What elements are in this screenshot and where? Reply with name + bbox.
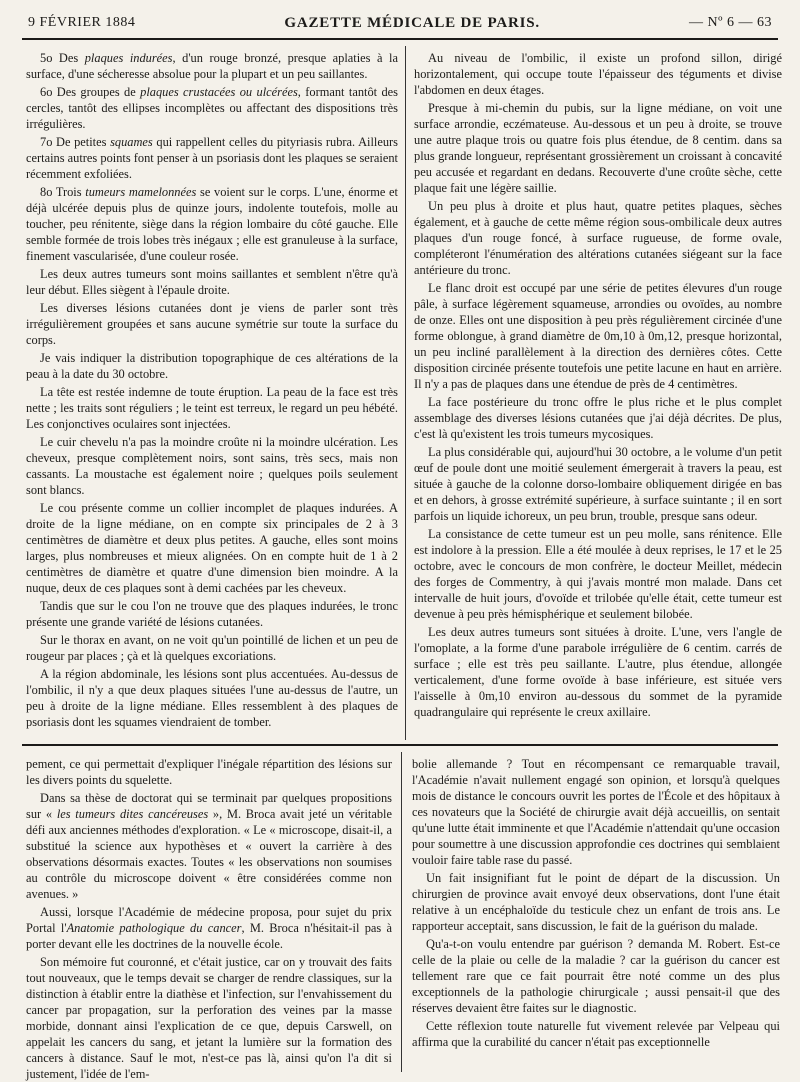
section-divider (22, 744, 778, 746)
column-divider-bottom (401, 752, 402, 1072)
paragraph: 5o Des plaques indurées, d'un rouge bronzé, presque aplaties à la surface, d'une sécheresse absolue pour la plupart et un peu saillantes. (26, 51, 398, 81)
paragraph: 7o De petites squames qui rappellent celles du pityriasis rubra. Ailleurs certains autres points font penser à un psoriasis dont les plaques se seraient récemment exfoliées. (26, 135, 398, 181)
publication-title: GAZETTE MÉDICALE DE PARIS. (284, 14, 540, 31)
paragraph: Les deux autres tumeurs sont situées à droite. L'une, vers l'angle de l'omoplate, a la forme d'une parabole irrégulière de 6 centim. carrés de surface ; elle est très peu saillante. L'autre, plus étendue, allongée verticalement, d'une forme ovoïde à base inférieure, est située vers l'aisselle à 0m,10 environ au-dessous du sommet de la pyramide quadrangulaire qui représente le creux axillaire. (414, 625, 782, 719)
column-1 (26, 50, 398, 740)
page-header (28, 10, 772, 36)
paragraph: La plus considérable qui, aujourd'hui 30 octobre, a le volume d'un petit œuf de poule dont une moitié seulement émergerait à travers la peau, est située à gauche de la colonne dorso-lombaire obliquement dirigée en bas et en dehors, à grosse extrémité supérieure, à surface suintante ; il en sort parfois un liquide ichoreux, un peu brun, trouble, presque sans odeur. (414, 445, 782, 523)
column-4 (412, 756, 780, 1072)
paragraph: 8o Trois tumeurs mamelonnées se voient sur le corps. L'une, énorme et déjà ulcérée depuis plus de quinze jours, indolente toutefois, molle au toucher, peu rénitente, siège dans la région lombaire du côté gauche. Elle semble formée de trois lobes très inégaux ; elle est granuleuse à la surface, finement vascularisée, d'une couleur rosée. (26, 185, 399, 263)
column-3 (26, 756, 393, 1081)
page-number: — Nº 6 — 63 (689, 15, 772, 30)
paragraph: La tête est restée indemne de toute éruption. La peau de la face est très nette ; les traits sont réguliers ; le teint est terreux, le regard un peu hébété. Les conjonctives oculaires sont injectées. (26, 385, 398, 431)
paragraph: Le cuir chevelu n'a pas la moindre croûte ni la moindre ulcération. Les cheveux, presque complètement noirs, sont sains, très secs, mais non cassants. La moustache est également noire ; quelques poils seulement sont blancs. (26, 435, 398, 497)
column-divider-top (405, 46, 406, 740)
paragraph: Un peu plus à droite et plus haut, quatre petites plaques, sèches également, et à gauche de cette même région sous-ombilicale deux autres plaques d'un rouge foncé, à surface rugueuse, de forme ovale, compléteront l'énumération des altérations cutanées siégeant sur la face antérieure du tronc. (414, 199, 782, 277)
paragraph: Presque à mi-chemin du pubis, sur la ligne médiane, on voit une surface arrondie, eczémateuse. Au-dessous et un peu à droite, se trouve une autre plaque trois ou quatre fois plus étendue, de 8 centim. dans sa plus grande longueur, représentant grossièrement un croissant à concavité peu accusée et regardant en dedans. Recouverte d'une croûte sèche, cette plaque fait une légère saillie. (414, 101, 782, 195)
issue-date: 9 FÉVRIER 1884 (28, 15, 136, 30)
paragraph: Au niveau de l'ombilic, il existe un profond sillon, dirigé horizontalement, qui occupe toute l'épaisseur des téguments et divise l'abdomen en deux étages. (414, 51, 782, 97)
paragraph: Qu'a-t-on voulu entendre par guérison ? demanda M. Robert. Est-ce celle de la plaie ou celle de la maladie ? car la guérison du cancer est tellement rare que ce fait pourrait être noté comme un des plus exceptionnels de la pathologie chirurgicale ; aussi pensait-il que des réserves devaient être faites sur le diagnostic. (412, 937, 780, 1015)
paragraph: pement, ce qui permettait d'expliquer l'inégale répartition des lésions sur les divers points du squelette. (26, 757, 392, 787)
paragraph: Cette réflexion toute naturelle fut vivement relevée par Velpeau qui affirma que la curabilité du cancer n'était pas exceptionnelle (412, 1019, 780, 1049)
paragraph: Son mémoire fut couronné, et c'était justice, car on y trouvait des faits tout nouveaux, que le temps devait se charger de rendre classiques, sur la distinction à établir entre la diathèse et l'infection, sur l'envahissement du cancer par propagation, sur la perforation des veines par la masse morbide, donnant ainsi l'explication de ce que, depuis Carswell, on appelait les cancers du sang, et jetant la lumière sur la formation des cancers à distance. Sauf le mot, n'est-ce pas là, ainsi qu'on l'a dit si justement, l'idée de l'em- (26, 955, 392, 1081)
paragraph: Les deux autres tumeurs sont moins saillantes et semblent n'être qu'à leur début. Elles siègent à l'épaule droite. (26, 267, 398, 297)
column-2 (414, 50, 782, 740)
paragraph: Les diverses lésions cutanées dont je viens de parler sont très irrégulièrement groupées et sans aucune symétrie sur toute la surface du corps. (26, 301, 398, 347)
paragraph: A la région abdominale, les lésions sont plus accentuées. Au-dessus de l'ombilic, il n'y a que deux plaques situées l'une au-dessus de l'autre, un peu à droite de la ligne médiane. Elles ressemblent à des plaques de psoriasis dont les squames viendraient de tomber. (26, 667, 398, 729)
paragraph: La face postérieure du tronc offre le plus riche et le plus complet assemblage des diverses lésions cutanées que j'ai déjà décrites. De plus, c'est là qu'existent les trois tumeurs mycosiques. (414, 395, 782, 441)
paragraph: Je vais indiquer la distribution topographique de ces altérations de la peau à la date du 30 octobre. (26, 351, 398, 381)
paragraph: Tandis que sur le cou l'on ne trouve que des plaques indurées, le tronc présente une grande variété de lésions cutanées. (26, 599, 398, 629)
paragraph: bolie allemande ? Tout en récompensant ce remarquable travail, l'Académie n'avait nullement engagé son opinion, et lorsqu'à quelques mois de distance le concours ouvrit les portes de l'École et des hôpitaux à ces novateurs que la Société de chirurgie avait déjà accueillis, on sentait qu'une lutte était imminente et que l'Académie n'attendait qu'une occasion pour soumettre à une discussion approfondie ces doctrines qui semblaient vouloir faire table rase du passé. (412, 757, 780, 867)
paragraph: 6o Des groupes de plaques crustacées ou ulcérées, formant tantôt des cercles, tantôt des ellipses incomplètes ou affectant des dispositions très irrégulières. (26, 85, 398, 131)
paragraph: Aussi, lorsque l'Académie de médecine proposa, pour sujet du prix Portal l'Anatomie pathologique du cancer, M. Broca n'hésitait-il pas à porter devant elle les doctrines de la nouvelle école. (26, 905, 393, 951)
paragraph: La consistance de cette tumeur est un peu molle, sans rénitence. Elle est indolore à la pression. Elle a été moulée à deux reprises, le 17 et le 25 octobre, avec le concours de mon confrère, le docteur Meillet, médecin des forges de Commentry, à qui j'avais montré mon malade. Dans cet intervalle de huit jours, d'ovoïde et trilobée qu'elle était, cette tumeur est devenue à peu près hémisphérique et seulement bilobée. (414, 527, 782, 621)
paragraph: Dans sa thèse de doctorat qui se terminait par quelques propositions sur « les tumeurs dites cancéreuses », M. Broca avait jeté un véritable défi aux anciennes méthodes d'exploration. « Le « microscope, disait-il, a substitué la science aux hypothèses et « ouvert la carrière à des observations désormais exactes. Toutes « les observations non soumises au contrôle du microscope doivent « être considérées comme non avenues. » (26, 791, 392, 901)
header-rule (22, 38, 778, 40)
paragraph: Le cou présente comme un collier incomplet de plaques indurées. A droite de la ligne médiane, on en compte six principales de 2 à 3 centimètres de diamètre et deux plus petites. A gauche, elles sont moins larges, plus nombreuses et mieux alignées. On en compte huit de 1 à 2 centimètres de diamètre et quatre d'une dimension bien moindre. A la nuque, deux de ces plaques sont à demi cachées par les cheveux. (26, 501, 398, 595)
paragraph: Sur le thorax en avant, on ne voit qu'un pointillé de lichen et un peu de rougeur par places ; çà et là quelques excoriations. (26, 633, 398, 663)
paragraph: Un fait insignifiant fut le point de départ de la discussion. Un chirurgien de province avait envoyé deux observations, dont l'une était relative à un encéphaloïde du testicule chez un enfant de trois ans. Le rapporteur acceptait, sans discussion, le fait de la guérison du malade. (412, 871, 780, 933)
paragraph: Le flanc droit est occupé par une série de petites élevures d'un rouge pâle, à surface légèrement squameuse, arrondies ou ovoïdes, au nombre de onze. Elles ont une disposition à peu près régulièrement circinée d'une forme oblongue, à grand diamètre de 0m,10 à 0m,12, presque horizontal, un peu incliné parallèlement à la direction des dernières côtes. Cette disposition circinée présente toutefois une petite lacune en haut en arrière. Il n'y a pas de plaques dans une étendue de près de 4 centimètres. (414, 281, 782, 391)
